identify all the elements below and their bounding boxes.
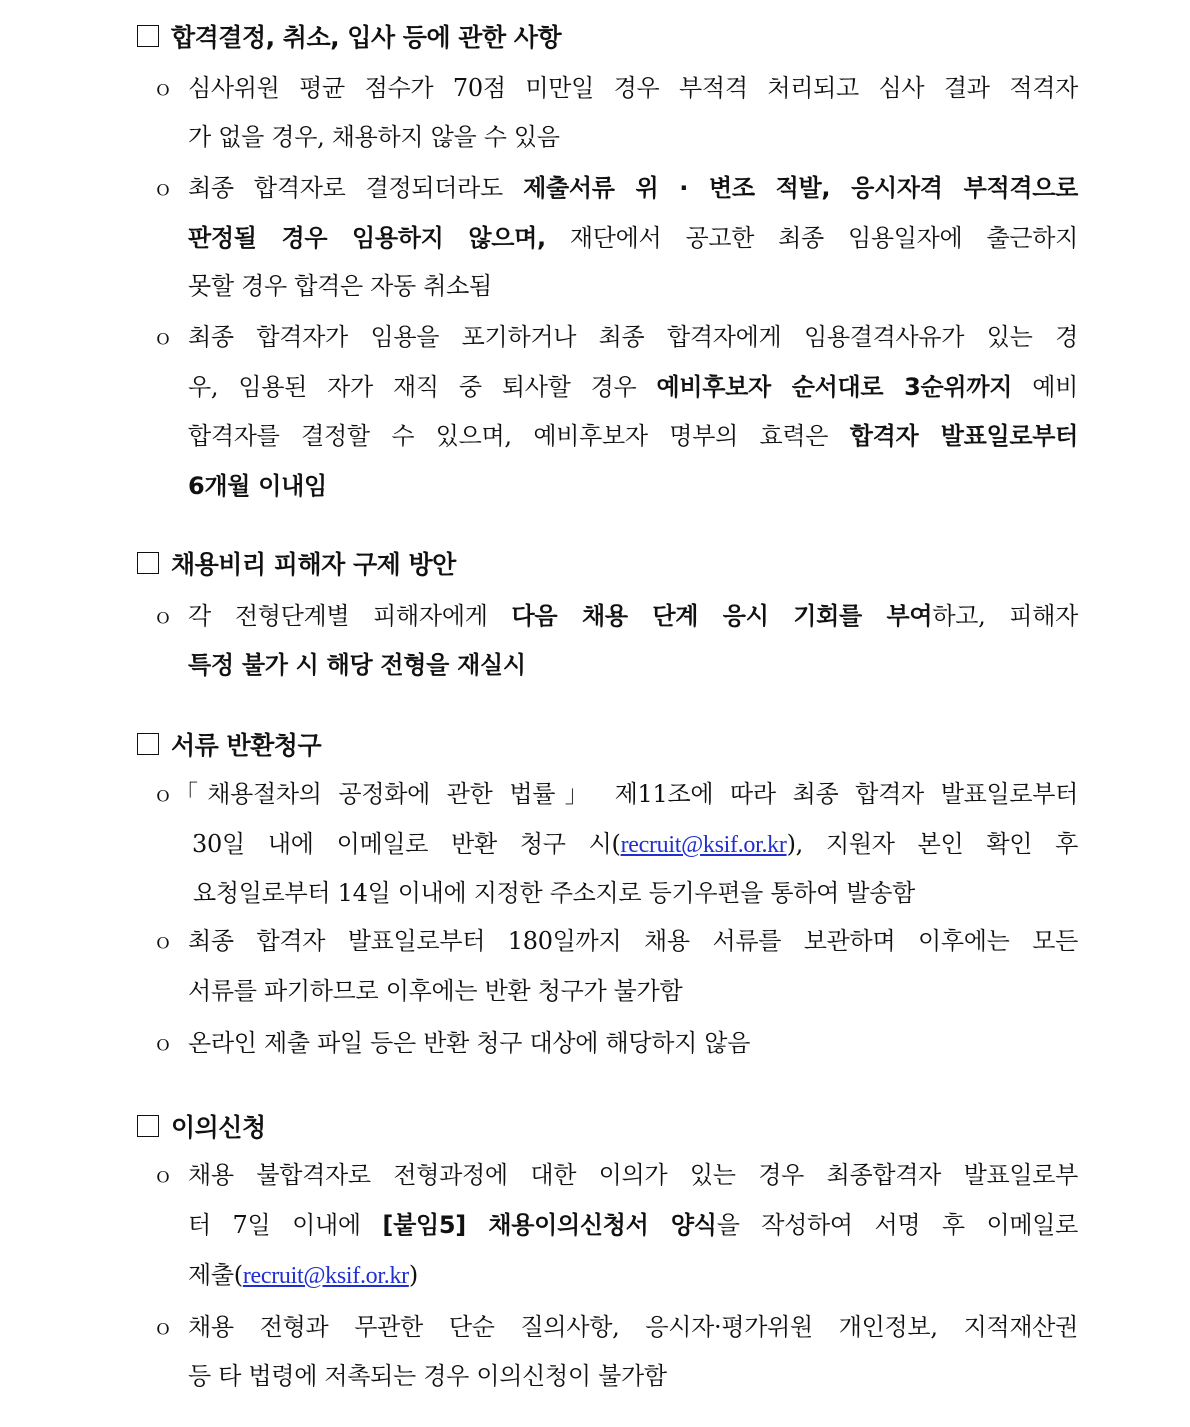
text: ), 지원자 본인 확인 후 <box>786 830 1078 858</box>
section-heading-text: 서류 반환청구 <box>171 731 322 760</box>
bold-text: 특정 불가 시 해당 전형을 재실시 <box>188 651 526 679</box>
text: 각 전형단계별 피해자에게 <box>188 602 512 630</box>
list-item-line <box>188 68 1078 108</box>
circle-bullet-icon: ｏ <box>153 604 173 628</box>
text: 최종 합격자가 임용을 포기하거나 최종 합격자에게 임용결격사유가 있는 경 <box>188 323 1078 351</box>
text: 우, 임용된 자가 재직 중 퇴사할 경우 <box>188 373 657 401</box>
list-item-line <box>188 971 1078 1011</box>
text: 요청일로부터 14일 이내에 지정한 주소지로 등기우편을 통하여 발송함 <box>193 879 915 907</box>
text: 하고, 피해자 <box>932 602 1078 630</box>
bold-text: 예비후보자 순서대로 3순위까지 <box>656 373 1013 401</box>
email-link[interactable]: recruit@ksif.or.kr <box>620 832 787 858</box>
section-heading <box>137 1106 266 1146</box>
checkbox-square-icon <box>137 25 159 47</box>
circle-bullet-icon: ｏ <box>153 176 173 200</box>
list-item-line <box>188 466 1078 506</box>
list-item-line <box>174 774 1078 814</box>
text: 서류를 파기하므로 이후에는 반환 청구가 불가함 <box>188 977 683 1005</box>
list-item-line <box>188 1307 1078 1347</box>
list-item-line <box>188 921 1078 961</box>
bold-text: 다음 채용 단계 응시 기회를 부여 <box>511 602 933 630</box>
list-item-line <box>188 596 1078 636</box>
text: 제출( <box>188 1261 243 1289</box>
text: 최종 합격자 발표일로부터 180일까지 채용 서류를 보관하며 이후에는 모든 <box>188 927 1078 955</box>
text: 30일 내에 이메일로 반환 청구 시( <box>192 830 621 858</box>
text: 최종 합격자로 결정되더라도 <box>188 174 524 202</box>
circle-bullet-icon: ｏ <box>153 1031 173 1055</box>
list-item-line <box>193 873 1078 913</box>
section-heading-text: 채용비리 피해자 구제 방안 <box>171 550 456 579</box>
list-item-line <box>188 317 1078 357</box>
bold-text: 제출서류 위 · 변조 적발, 응시자격 부적격으로 <box>523 174 1078 202</box>
list-item-line <box>192 824 1078 864</box>
list-item-line <box>188 1155 1078 1195</box>
checkbox-square-icon <box>137 552 159 574</box>
list-item-line <box>188 1205 1078 1245</box>
text: 가 없을 경우, 채용하지 않을 수 있음 <box>188 123 560 151</box>
text: 터 7일 이내에 <box>188 1211 383 1239</box>
checkbox-square-icon <box>137 733 159 755</box>
circle-bullet-icon: ｏ <box>153 1163 173 1187</box>
list-item-line <box>188 1356 1078 1396</box>
section-heading <box>137 543 456 583</box>
list-item-line <box>188 168 1078 208</box>
text: 을 작성하여 서명 후 이메일로 <box>716 1211 1078 1239</box>
circle-bullet-icon: ｏ <box>153 1315 173 1339</box>
text: 재단에서 공고한 최종 임용일자에 출근하지 <box>545 224 1079 252</box>
bold-text: 6개월 이내임 <box>188 472 327 500</box>
bold-text: 합격자 발표일로부터 <box>849 422 1078 450</box>
list-item-line <box>188 1023 1078 1063</box>
bold-text: [붙임5] 채용이의신청서 양식 <box>382 1211 717 1239</box>
circle-bullet-icon: ｏ <box>153 929 173 953</box>
text: ) <box>408 1261 418 1289</box>
list-item-line <box>188 1255 1078 1295</box>
list-item-line <box>188 416 1078 456</box>
section-heading-text: 이의신청 <box>171 1113 266 1142</box>
text: 등 타 법령에 저촉되는 경우 이의신청이 불가함 <box>188 1362 667 1390</box>
circle-bullet-icon: ｏ <box>153 782 173 806</box>
list-item-line <box>188 218 1078 258</box>
section-heading-text: 합격결정, 취소, 입사 등에 관한 사항 <box>171 23 562 52</box>
circle-bullet-icon: ｏ <box>153 76 173 100</box>
text: 예비 <box>1012 373 1078 401</box>
section-heading <box>137 724 321 764</box>
list-item-line <box>188 645 1078 685</box>
bold-text: 판정될 경우 임용하지 않으며, <box>188 224 546 252</box>
text: 온라인 제출 파일 등은 반환 청구 대상에 해당하지 않음 <box>188 1029 751 1057</box>
list-item-line <box>188 266 1078 306</box>
section-heading <box>137 16 561 56</box>
circle-bullet-icon: ｏ <box>153 325 173 349</box>
text: 합격자를 결정할 수 있으며, 예비후보자 명부의 효력은 <box>188 422 850 450</box>
list-item-line <box>188 117 1078 157</box>
checkbox-square-icon <box>137 1115 159 1137</box>
text: 심사위원 평균 점수가 70점 미만일 경우 부적격 처리되고 심사 결과 적격자 <box>188 74 1078 102</box>
email-link[interactable]: recruit@ksif.or.kr <box>242 1263 409 1289</box>
text: 채용 불합격자로 전형과정에 대한 이의가 있는 경우 최종합격자 발표일로부 <box>188 1161 1078 1189</box>
text: 채용 전형과 무관한 단순 질의사항, 응시자·평가위원 개인정보, 지적재산권 <box>188 1313 1078 1341</box>
text: 「채용절차의 공정화에 관한 법률」 제11조에 따라 최종 합격자 발표일로부터 <box>174 780 1078 808</box>
list-item-line <box>188 367 1078 407</box>
text: 못할 경우 합격은 자동 취소됨 <box>188 272 492 300</box>
